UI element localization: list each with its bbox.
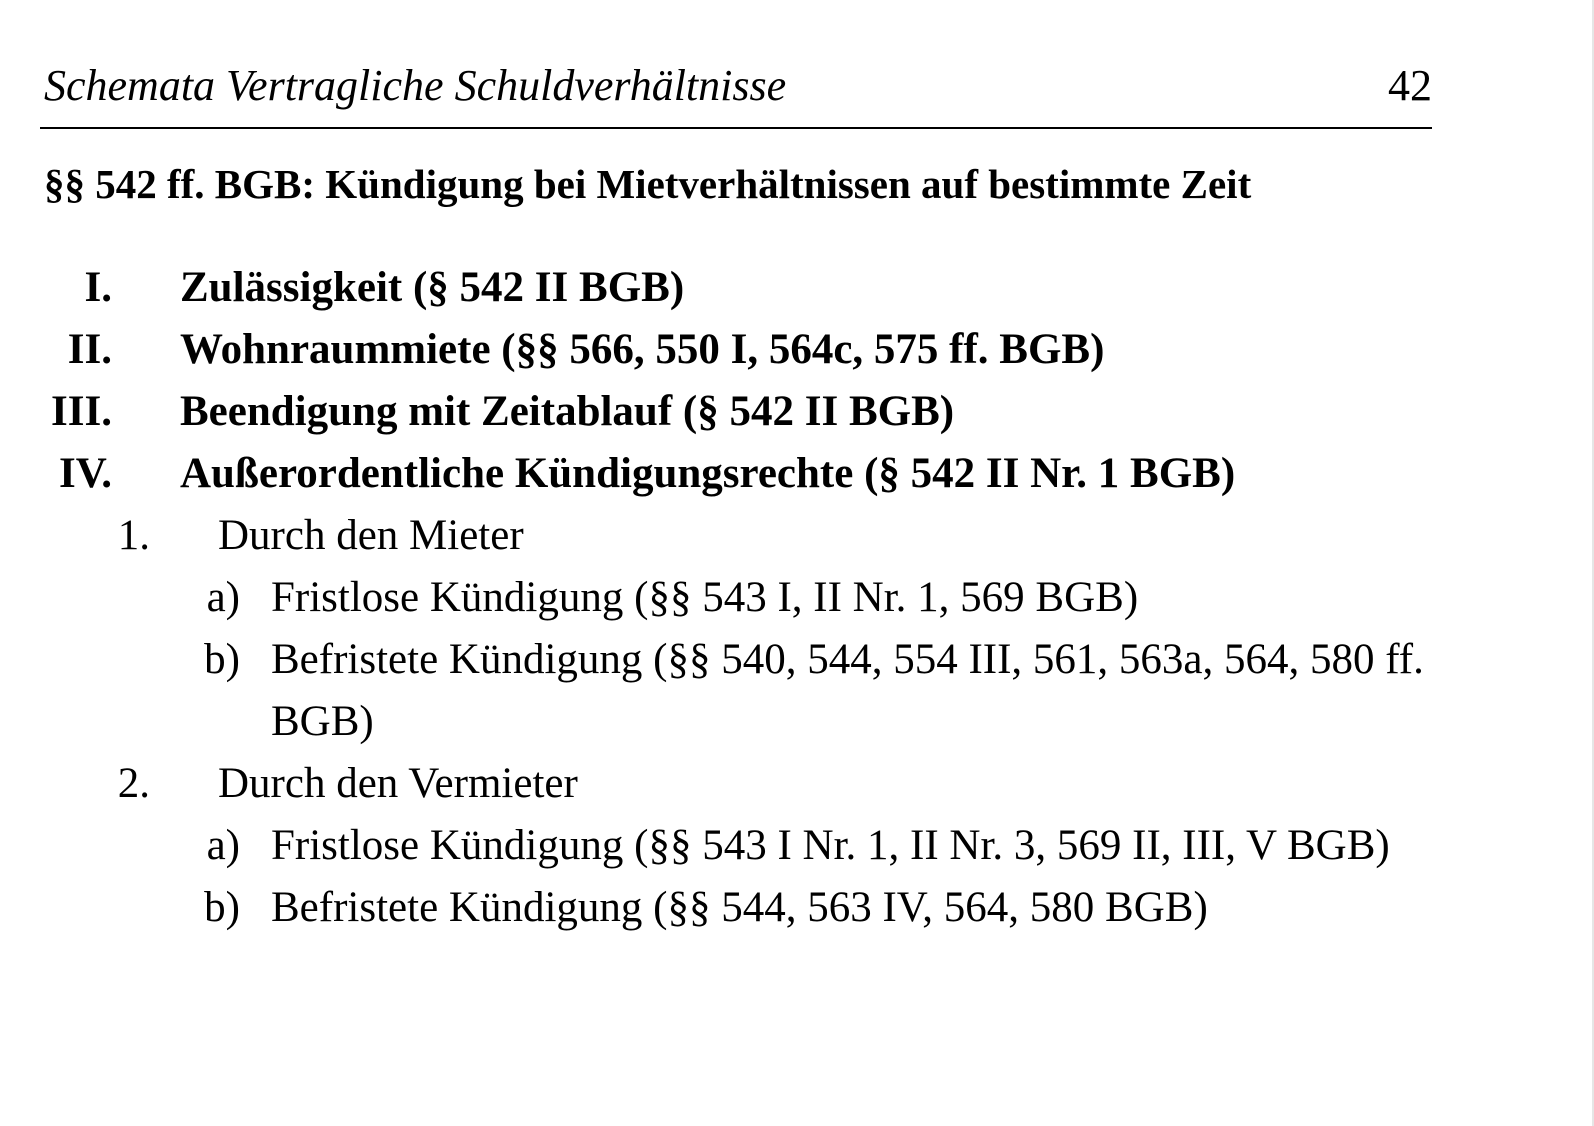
section-number: III. bbox=[51, 388, 112, 435]
page-header bbox=[44, 58, 1432, 128]
item-letter: b) bbox=[204, 884, 240, 931]
item-letter: a) bbox=[206, 822, 240, 869]
subsection-number: 2. bbox=[117, 760, 150, 807]
list-item: Befristete Kündigung (§§ 540, 544, 554 III, 561, 563a, 564, 580 ff. bbox=[271, 636, 1424, 683]
section-heading: Zulässigkeit (§ 542 II BGB) bbox=[180, 264, 685, 311]
section-number: IV. bbox=[59, 450, 112, 497]
page-number: 42 bbox=[1388, 61, 1432, 110]
subsection-heading: Durch den Mieter bbox=[218, 512, 524, 559]
list-item-continuation: BGB) bbox=[271, 698, 374, 745]
header-divider bbox=[40, 127, 1432, 129]
section-heading: Wohnraummiete (§§ 566, 550 I, 564c, 575 ff. BGB) bbox=[180, 326, 1105, 373]
list-item: Fristlose Kündigung (§§ 543 I, II Nr. 1, 569 BGB) bbox=[271, 574, 1139, 621]
list-item: Befristete Kündigung (§§ 544, 563 IV, 564, 580 BGB) bbox=[271, 884, 1208, 931]
section-number: II. bbox=[67, 326, 112, 373]
list-item: Fristlose Kündigung (§§ 543 I Nr. 1, II Nr. 3, 569 II, III, V BGB) bbox=[271, 822, 1390, 869]
header-title: Schemata Vertragliche Schuldverhältnisse bbox=[44, 61, 787, 110]
subsection-number: 1. bbox=[117, 512, 150, 559]
item-letter: a) bbox=[206, 574, 240, 621]
document-title: §§ 542 ff. BGB: Kündigung bei Mietverhältnissen auf bestimmte Zeit bbox=[44, 161, 1252, 207]
section-number: I. bbox=[84, 264, 112, 311]
section-heading: Außerordentliche Kündigungsrechte (§ 542 II Nr. 1 BGB) bbox=[180, 450, 1236, 497]
subsection-heading: Durch den Vermieter bbox=[218, 760, 578, 807]
section-heading: Beendigung mit Zeitablauf (§ 542 II BGB) bbox=[180, 388, 955, 435]
item-letter: b) bbox=[204, 636, 240, 683]
